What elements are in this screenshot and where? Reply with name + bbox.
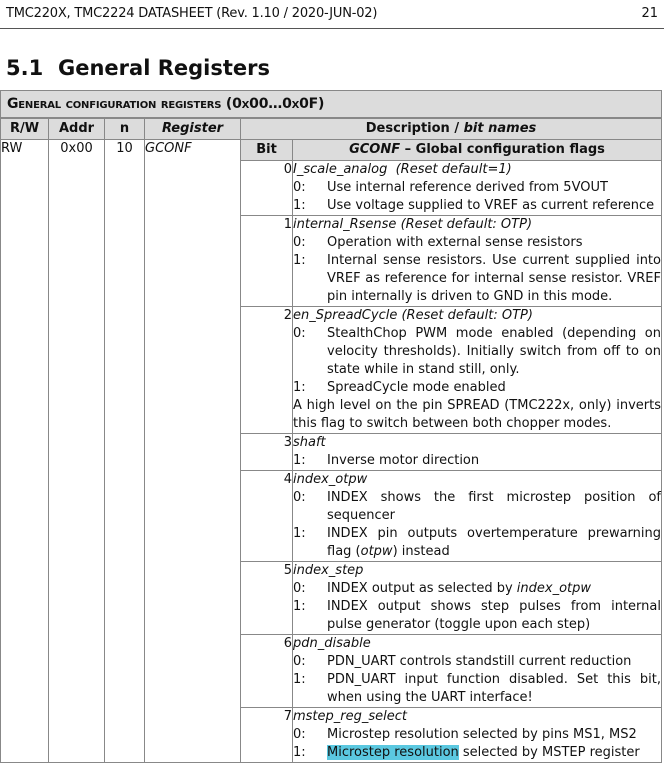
document-title: TMC220X, TMC2224 DATASHEET (Rev. 1.10 / 2020-JUN-02) [6,6,378,21]
col-register: Register [145,119,241,140]
bit-name: internal_Rsense [293,217,397,232]
bit-option: 1: SpreadCycle mode enabled [293,380,506,395]
register-name: GCONF [145,140,241,763]
bit-option: 0: Microstep resolution selected by pins MS1, MS2 [293,727,637,742]
bit-field [293,216,662,307]
page-header [0,0,664,29]
bit-option: 1: Microstep resolution selected by MSTEP register [293,745,640,760]
page-number: 21 [641,6,658,21]
bit-field [293,708,662,763]
table-caption [0,90,662,118]
bit-reset: (Reset default=1) [395,162,512,177]
table-caption-text: General configuration registers (0x00…0x0F) [7,96,325,112]
subheader-description: – Global configuration flags [400,142,605,157]
bit-name: I_scale_analog [293,162,388,177]
bit-option: 0: Use internal reference derived from 5VOUT [293,180,608,195]
bit-number: 4 [241,471,293,562]
col-rw: R/W [1,119,49,140]
col-addr: Addr [49,119,105,140]
subheader-register: GCONF [349,142,401,157]
subheader-title [293,140,662,161]
bit-option: 0: Operation with external sense resistors [293,235,583,250]
bit-number: 3 [241,434,293,471]
col-n: n [105,119,145,140]
register-table [0,118,662,763]
bit-option: 0: StealthChop PWM mode enabled (depending on velocity thresholds). Initially switch from off to on state while in stand still, only. [293,326,661,377]
bit-option: 1: INDEX pin outputs overtemperature prewarning flag (otpw) instead [293,526,661,559]
bit-number: 6 [241,635,293,708]
gconf-subheader-row [1,140,662,161]
bit-option: 1: Inverse motor direction [293,453,480,468]
bit-field [293,434,662,471]
col-description-italic: bit names [463,121,537,136]
bit-field [293,471,662,562]
bit-number: 2 [241,307,293,434]
bit-field [293,562,662,635]
bit-reset: (Reset default: OTP) [400,217,533,232]
bit-option: 1: Use voltage supplied to VREF as current reference [293,198,655,213]
bit-option: 1: INDEX output shows step pulses from internal pulse generator (toggle upon each step) [293,599,661,632]
bit-number: 0 [241,161,293,216]
bit-name: pdn_disable [293,636,371,651]
bit-reset: (Reset default: OTP) [401,308,533,323]
bit-option: 1: PDN_UART input function disabled. Set this bit, when using the UART interface! [293,672,661,705]
col-description [241,119,662,140]
bit-number: 5 [241,562,293,635]
text-selection-highlight[interactable]: Microstep resolution [327,745,459,760]
col-description-label: Description / [365,121,464,136]
bit-option: 0: INDEX shows the first microstep position of sequencer [293,490,661,523]
register-addr: 0x00 [49,140,105,763]
bit-field [293,635,662,708]
bit-option: 0: PDN_UART controls standstill current reduction [293,654,632,669]
bit-number: 7 [241,708,293,763]
bit-name: index_otpw [293,472,368,487]
section-title: General Registers [58,56,270,80]
register-n: 10 [105,140,145,763]
bit-option: 1: Internal sense resistors. Use current supplied into VREF as reference for internal sense resistor. VREF pin internally is driven to GND in this mode. [293,253,661,304]
bit-name: index_step [293,563,364,578]
bit-name: shaft [293,435,326,450]
subheader-bit: Bit [241,140,293,161]
section-number: 5.1 [6,56,44,80]
bit-note: A high level on the pin SPREAD (TMC222x, only) inverts this flag to switch between both chopper modes. [293,398,661,431]
bit-number: 1 [241,216,293,307]
bit-field [293,161,662,216]
table-header-row [1,119,662,140]
register-rw: RW [1,140,49,763]
bit-option: 0: INDEX output as selected by index_otpw [293,581,592,596]
bit-field [293,307,662,434]
bit-name: en_SpreadCycle [293,308,398,323]
bit-name: mstep_reg_select [293,709,408,724]
